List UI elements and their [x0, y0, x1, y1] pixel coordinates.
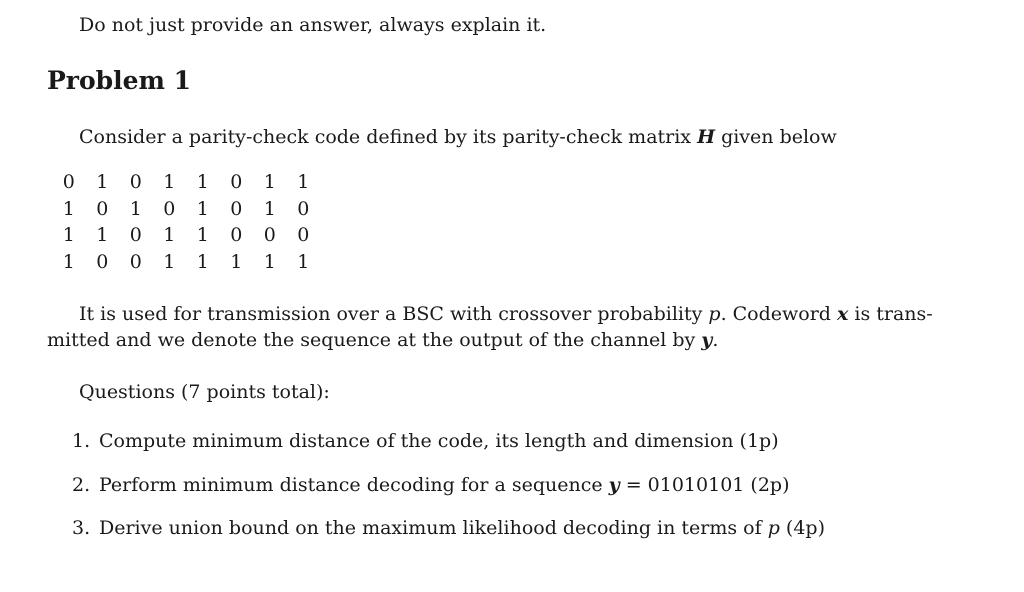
matrix-cell: 1: [263, 197, 276, 220]
matrix-cell: 1: [62, 224, 75, 246]
intro-paragraph: [79, 128, 837, 147]
matrix-cell: 1: [163, 224, 176, 246]
matrix-cell: 1: [297, 171, 310, 193]
matrix-cell: 0: [263, 224, 276, 246]
channel-paragraph-line-2: mitted and we denote the sequence at the output of the channel by y.: [47, 329, 719, 351]
matrix-cell: 1: [196, 197, 209, 220]
variable-y: y: [608, 474, 620, 496]
matrix-cell: 1: [129, 197, 142, 220]
matrix-cell: 1: [196, 224, 209, 246]
channel-paragraph-line-1: It is used for transmission over a BSC with crossover probability p. Codeword x is trans-: [79, 303, 933, 325]
matrix-row: [52, 250, 320, 280]
matrix-cell: 0: [230, 224, 243, 246]
variable-x: x: [837, 303, 849, 325]
matrix-cell: 1: [62, 197, 75, 220]
matrix-cell: 0: [96, 250, 109, 273]
variable-p: p: [708, 303, 721, 325]
matrix-cell: 1: [62, 250, 75, 273]
matrix-cell: 0: [297, 197, 310, 220]
list-item: 3. Derive union bound on the maximum likelihood decoding in terms of p (4p): [72, 517, 825, 539]
matrix-cell: 0: [96, 197, 109, 220]
matrix-cell: 0: [230, 197, 243, 220]
matrix-cell: 1: [230, 250, 243, 273]
matrix-row: [52, 197, 320, 227]
matrix-symbol-H: H: [697, 126, 716, 148]
parity-check-matrix: [52, 173, 320, 279]
matrix-cell: 1: [163, 250, 176, 273]
questions-header: Questions (7 points total):: [79, 381, 330, 403]
matrix-cell: 1: [196, 250, 209, 273]
matrix-cell: 1: [96, 224, 109, 246]
matrix-row: [52, 226, 320, 253]
matrix-cell: 0: [62, 171, 75, 193]
list-item-number: 2.: [72, 474, 91, 496]
matrix-cell: 0: [297, 224, 310, 246]
matrix-cell: 1: [163, 171, 176, 193]
intro-text-before: Consider a parity-check code defined by its parity-check matrix: [79, 126, 698, 148]
list-item-number: 1.: [72, 430, 91, 452]
matrix-row: [52, 173, 320, 200]
intro-text-after: given below: [715, 126, 837, 148]
matrix-cell: 0: [129, 250, 142, 273]
matrix-cell: 0: [129, 171, 142, 193]
list-item-text: Compute minimum distance of the code, its length and dimension (1p): [99, 430, 779, 452]
matrix-cell: 1: [263, 171, 276, 193]
matrix-cell: 0: [163, 197, 176, 220]
matrix-cell: 0: [230, 171, 243, 193]
matrix-cell: 1: [196, 171, 209, 193]
list-item: [72, 432, 779, 451]
matrix-cell: 1: [263, 250, 276, 273]
list-item-number: 3.: [72, 517, 91, 539]
variable-p: p: [767, 517, 780, 539]
matrix-cell: 1: [297, 250, 310, 273]
matrix-cell: 1: [96, 171, 109, 193]
matrix-cell: 0: [129, 224, 142, 246]
variable-y: y: [701, 329, 713, 351]
problem-title: Problem 1: [47, 66, 192, 95]
instruction-text: Do not just provide an answer, always explain it.: [79, 14, 547, 36]
list-item: 2. Perform minimum distance decoding for a sequence y = 01010101 (2p): [72, 474, 790, 496]
